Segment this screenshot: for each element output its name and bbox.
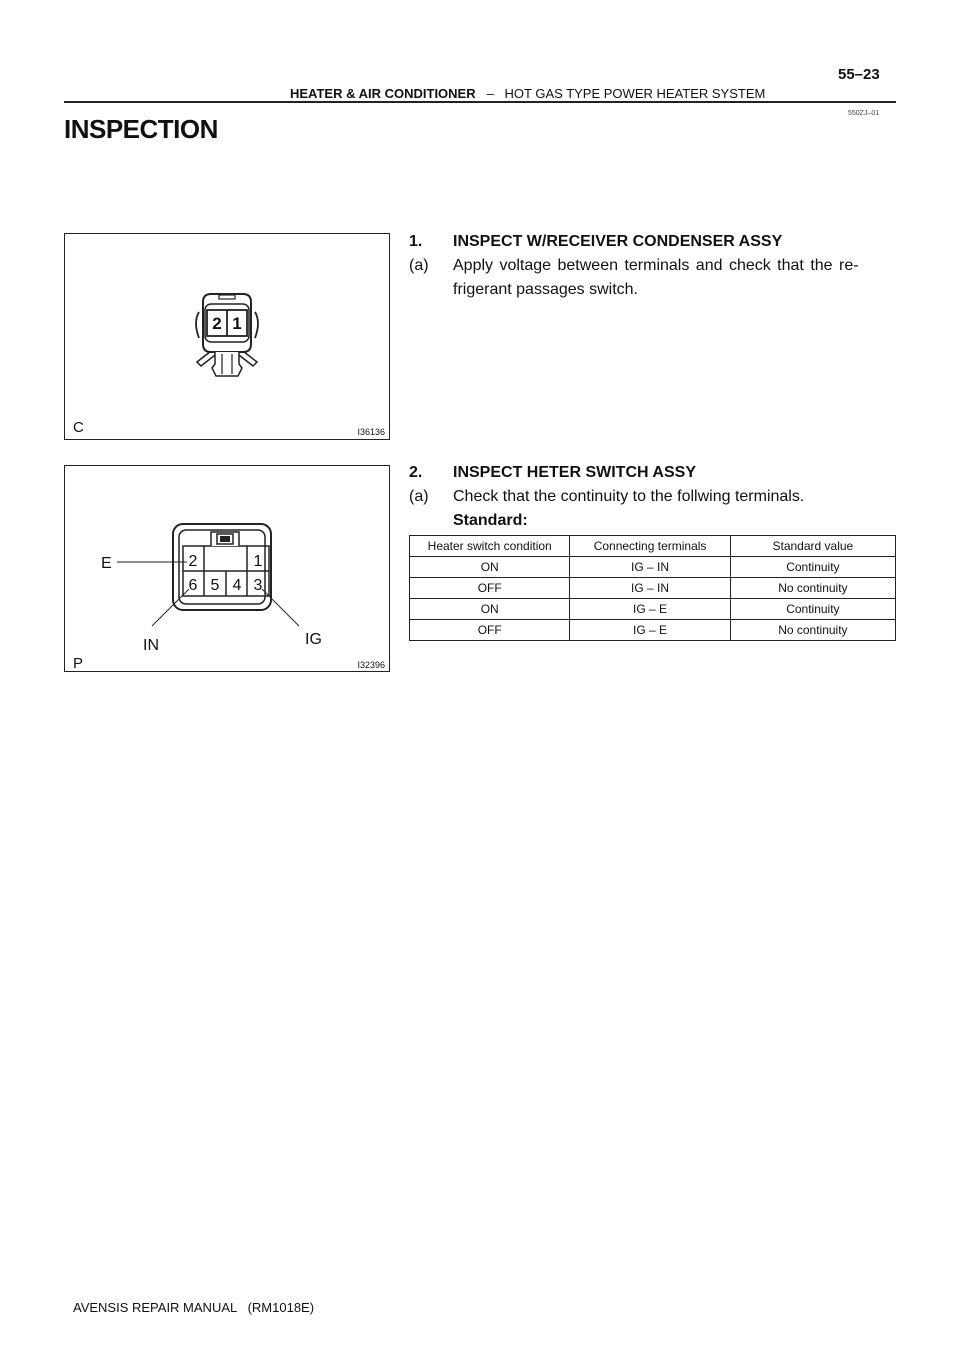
fig1-pin-1: 1 — [232, 314, 242, 333]
fig2-id: I32396 — [357, 660, 385, 670]
callout-in: IN — [143, 637, 159, 654]
fig2-pin-6: 6 — [188, 577, 198, 594]
header-rule — [64, 101, 896, 103]
step-2a-text: Check that the continuity to the follwing terminals. — [453, 488, 805, 505]
step-2-number: 2. — [409, 464, 423, 481]
section-header — [290, 86, 765, 101]
page-number: 55–23 — [838, 66, 880, 83]
step-1a-text-line1: Apply voltage between terminals and check that the re- — [453, 257, 859, 274]
table-header-row — [410, 536, 896, 557]
step-1a-label: (a) — [409, 257, 429, 274]
table-cell: OFF — [410, 578, 570, 599]
connector-6pin-drawing — [65, 466, 391, 673]
step-2a-label: (a) — [409, 488, 429, 505]
section-separator: – — [486, 86, 494, 101]
table-row — [410, 578, 896, 599]
section-subtitle: HOT GAS TYPE POWER HEATER SYSTEM — [504, 86, 766, 101]
fig1-pin-2: 2 — [212, 314, 222, 333]
table-header-cell: Standard value — [730, 536, 895, 557]
callout-e: E — [101, 555, 112, 572]
table-cell: IG – E — [570, 620, 730, 641]
table-cell: No continuity — [730, 578, 895, 599]
table-cell: IG – E — [570, 599, 730, 620]
step-1a-text-line2: frigerant passages switch. — [453, 281, 638, 298]
fig1-letter: C — [73, 419, 84, 436]
fig2-letter: P — [73, 655, 84, 672]
table-cell: IG – IN — [570, 578, 730, 599]
standard-label: Standard: — [453, 512, 528, 529]
footer-manual-title: AVENSIS REPAIR MANUAL (RM1018E) — [73, 1300, 315, 1315]
fig2-pin-3: 3 — [253, 577, 263, 594]
table-cell: Continuity — [730, 599, 895, 620]
table-header-cell: Heater switch condition — [410, 536, 570, 557]
table-row — [410, 599, 896, 620]
page-title: INSPECTION — [64, 114, 218, 144]
fig2-pin-4: 4 — [232, 577, 242, 594]
fig2-pin-5: 5 — [210, 577, 220, 594]
fig2-pin-1: 1 — [253, 553, 263, 570]
step-1-heading: INSPECT W/RECEIVER CONDENSER ASSY — [453, 233, 783, 250]
table-header-cell: Connecting terminals — [570, 536, 730, 557]
table-cell: No continuity — [730, 620, 895, 641]
fig1-id: I36136 — [357, 427, 385, 437]
spec-table — [409, 535, 896, 641]
table-cell: IG – IN — [570, 557, 730, 578]
document-code: 550ZJ–01 — [848, 110, 880, 117]
section-main-title: HEATER & AIR CONDITIONER — [290, 86, 476, 101]
table-cell: Continuity — [730, 557, 895, 578]
table-cell: ON — [410, 557, 570, 578]
fig2-pin-2: 2 — [188, 553, 198, 570]
step-2-heading: INSPECT HETER SWITCH ASSY — [453, 464, 696, 481]
table-row — [410, 557, 896, 578]
callout-ig: IG — [305, 631, 322, 648]
table-row — [410, 620, 896, 641]
step-1-number: 1. — [409, 233, 423, 250]
table-cell: OFF — [410, 620, 570, 641]
table-cell: ON — [410, 599, 570, 620]
figure-condenser-connector — [64, 233, 390, 440]
connector-2pin-drawing — [65, 234, 391, 441]
figure-heater-switch-connector — [64, 465, 390, 672]
